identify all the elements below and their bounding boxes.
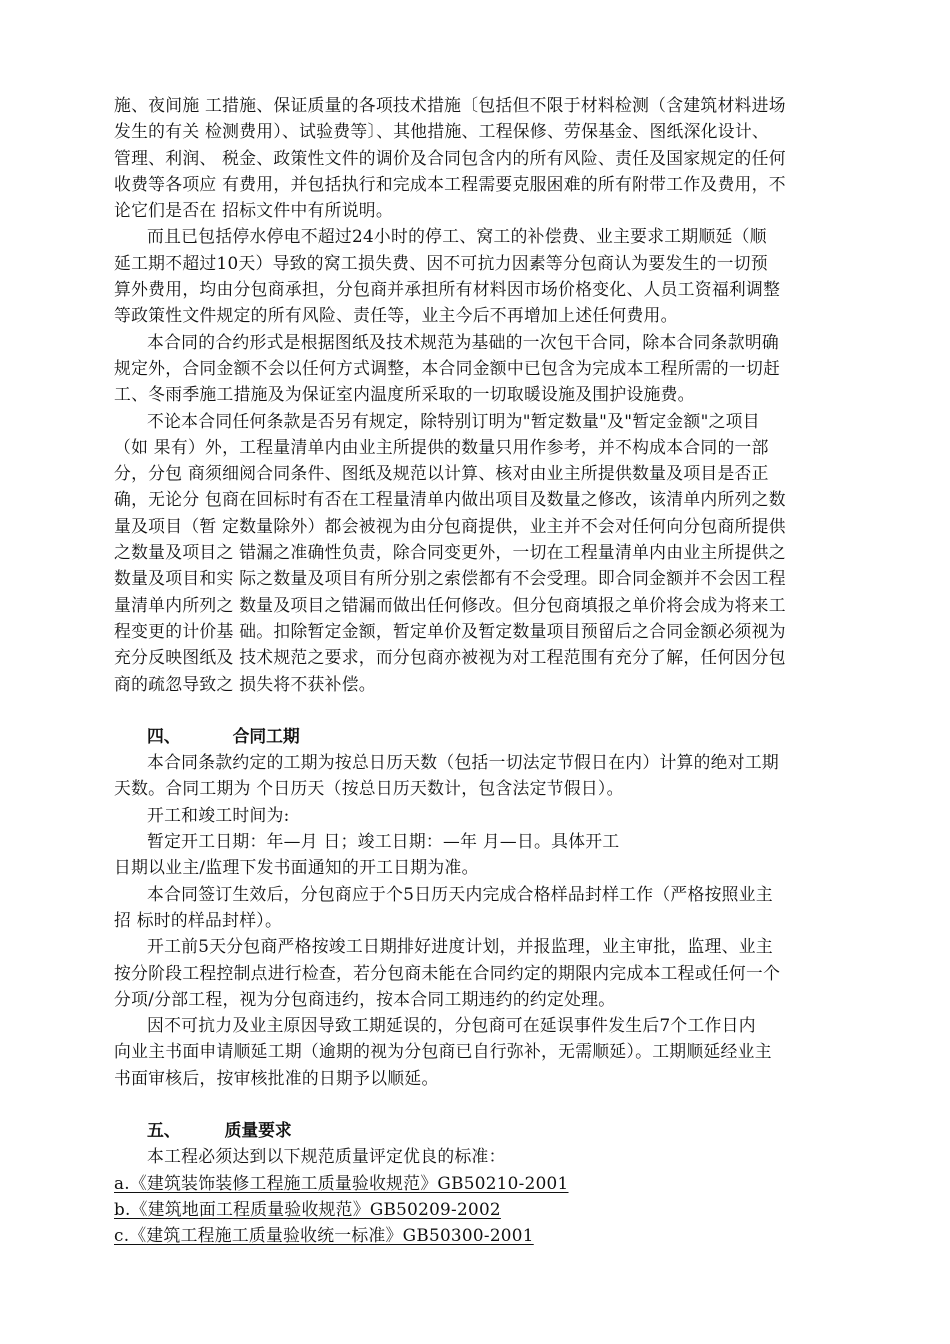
text-line: 本合同条款约定的工期为按总日历天数（包括一切法定节假日在内）计算的绝对工期 <box>147 752 780 773</box>
text-line: 规定外，合同金额不会以任何方式调整，本合同金额中已包含为完成本工程所需的一切赶 <box>114 357 781 378</box>
text-line: 发生的有关 检测费用）、试验费等〕、其他措施、工程保修、劳保基金、图纸深化设计、 <box>114 121 770 142</box>
standard-reference: a.《建筑装饰装修工程施工质量验收规范》GB50210-2001 <box>114 1172 569 1193</box>
paragraph-lump-sum <box>114 329 874 408</box>
text-line: 天数。合同工期为 个日历天（按总日历天数计，包含法定节假日）。 <box>114 778 624 799</box>
text-line: 量及项目（暂 定数量除外）都会被视为由分包商提供，业主并不会对任何向分包商所提供 <box>114 515 786 536</box>
text-line: 分项/分部工程，视为分包商违约，按本合同工期违约的约定处理。 <box>114 988 616 1009</box>
section-spacer <box>114 697 874 723</box>
text-line: 本工程必须达到以下规范质量评定优良的标准： <box>147 1146 506 1167</box>
text-line: 本合同的合约形式是根据图纸及技术规范为基础的一次包干合同，除本合同条款明确 <box>147 331 780 352</box>
text-line: 论它们是否在 招标文件中有所说明。 <box>114 200 393 221</box>
text-line: 书面审核后，按审核批准的日期予以顺延。 <box>114 1067 439 1088</box>
text-line: 施、夜间施 工措施、保证质量的各项技术措施〔包括但不限于材料检测（含建筑材料进场 <box>114 95 786 115</box>
paragraph-compensation <box>114 223 874 328</box>
text-line: 确，无论分 包商在回标时有否在工程量清单内做出项目及数量之修改，该清单内所列之数 <box>114 489 786 510</box>
paragraph-pricing-scope <box>114 92 874 223</box>
text-line: 不论本合同任何条款是否另有规定，除特别订明为"暂定数量"及"暂定金额"之项目 <box>147 410 760 431</box>
text-line: 数量及项目和实 际之数量及项目有所分别之索偿都有不会受理。即合同金额并不会因工程 <box>114 568 786 589</box>
text-line: 暂定开工日期：年—月 日；竣工日期：—年 月—日。具体开工 <box>147 831 620 852</box>
text-line: 而且已包括停水停电不超过24小时的停工、窝工的补偿费、业主要求工期顺延（顺 <box>147 226 767 247</box>
text-line: 算外费用，均由分包商承担，分包商并承担所有材料因市场价格变化、人员工资福利调整 <box>114 279 781 300</box>
text-line: 开工和竣工时间为: <box>147 804 290 825</box>
section-contract-period <box>114 723 874 1091</box>
standard-reference: c.《建筑工程施工质量验收统一标准》GB50300-2001 <box>114 1225 534 1246</box>
document-page <box>114 92 874 1248</box>
text-line: 管理、利润、 税金、政策性文件的调价及合同包含内的所有风险、责任及国家规定的任何 <box>114 147 786 168</box>
section-heading <box>114 723 874 749</box>
paragraph-quantities <box>114 408 874 697</box>
section-heading <box>114 1117 874 1143</box>
text-line: 本合同签订生效后，分包商应于个5日历天内完成合格样品封样工作（严格按照业主 <box>147 883 773 904</box>
text-line: 程变更的计价基 础。扣除暂定金额，暂定单价及暂定数量项目预留后之合同金额必须视为 <box>114 620 786 641</box>
section-number: 五、 <box>147 1119 181 1140</box>
text-line: 充分反映图纸及 技术规范之要求，而分包商亦被视为对工程范围有充分了解，任何因分包 <box>114 647 786 668</box>
text-line: 因不可抗力及业主原因导致工期延误的，分包商可在延误事件发生后7个工作日内 <box>147 1015 756 1036</box>
section-spacer <box>114 1091 874 1117</box>
text-line: 日期以业主/监理下发书面通知的开工日期为准。 <box>114 857 479 878</box>
text-line: 向业主书面申请顺延工期（逾期的视为分包商已自行弥补，无需顺延）。工期顺延经业主 <box>114 1041 772 1062</box>
text-line: 商的疏忽导致之 损失将不获补偿。 <box>114 673 376 694</box>
text-line: 工、冬雨季施工措施及为保证室内温度所采取的一切取暖设施及围护设施费。 <box>114 384 695 405</box>
text-line: 分，分包 商须细阅合同条件、图纸及规范以计算、核对由业主所提供数量及项目是否正 <box>114 463 769 484</box>
text-line: 收费等各项应 有费用，并包括执行和完成本工程需要克服困难的所有附带工作及费用，不 <box>114 173 786 194</box>
text-line: 量清单内所列之 数量及项目之错漏而做出任何修改。但分包商填报之单价将会成为将来工 <box>114 594 786 615</box>
section-title: 质量要求 <box>224 1119 292 1140</box>
standard-reference: b.《建筑地面工程质量验收规范》GB50209-2002 <box>114 1198 501 1219</box>
section-title: 合同工期 <box>232 725 300 746</box>
section-quality <box>114 1117 874 1248</box>
text-line: 招 标时的样品封样）。 <box>114 909 283 930</box>
text-line: 等政策性文件规定的所有风险、责任等，业主今后不再增加上述任何费用。 <box>114 305 678 326</box>
text-line: 延工期不超过10天）导致的窝工损失费、因不可抗力因素等分包商认为要发生的一切预 <box>114 252 768 273</box>
text-line: （如 果有）外，工程量清单内由业主所提供的数量只用作参考，并不构成本合同的一部 <box>114 436 769 457</box>
text-line: 开工前5天分包商严格按竣工日期排好进度计划，并报监理，业主审批，监理、业主 <box>147 936 773 957</box>
section-number: 四、 <box>147 725 181 746</box>
text-line: 之数量及项目之 错漏之准确性负责，除合同变更外，一切在工程量清单内由业主所提供之 <box>114 542 786 563</box>
text-line: 按分阶段工程控制点进行检查，若分包商未能在合同约定的期限内完成本工程或任何一个 <box>114 962 781 983</box>
